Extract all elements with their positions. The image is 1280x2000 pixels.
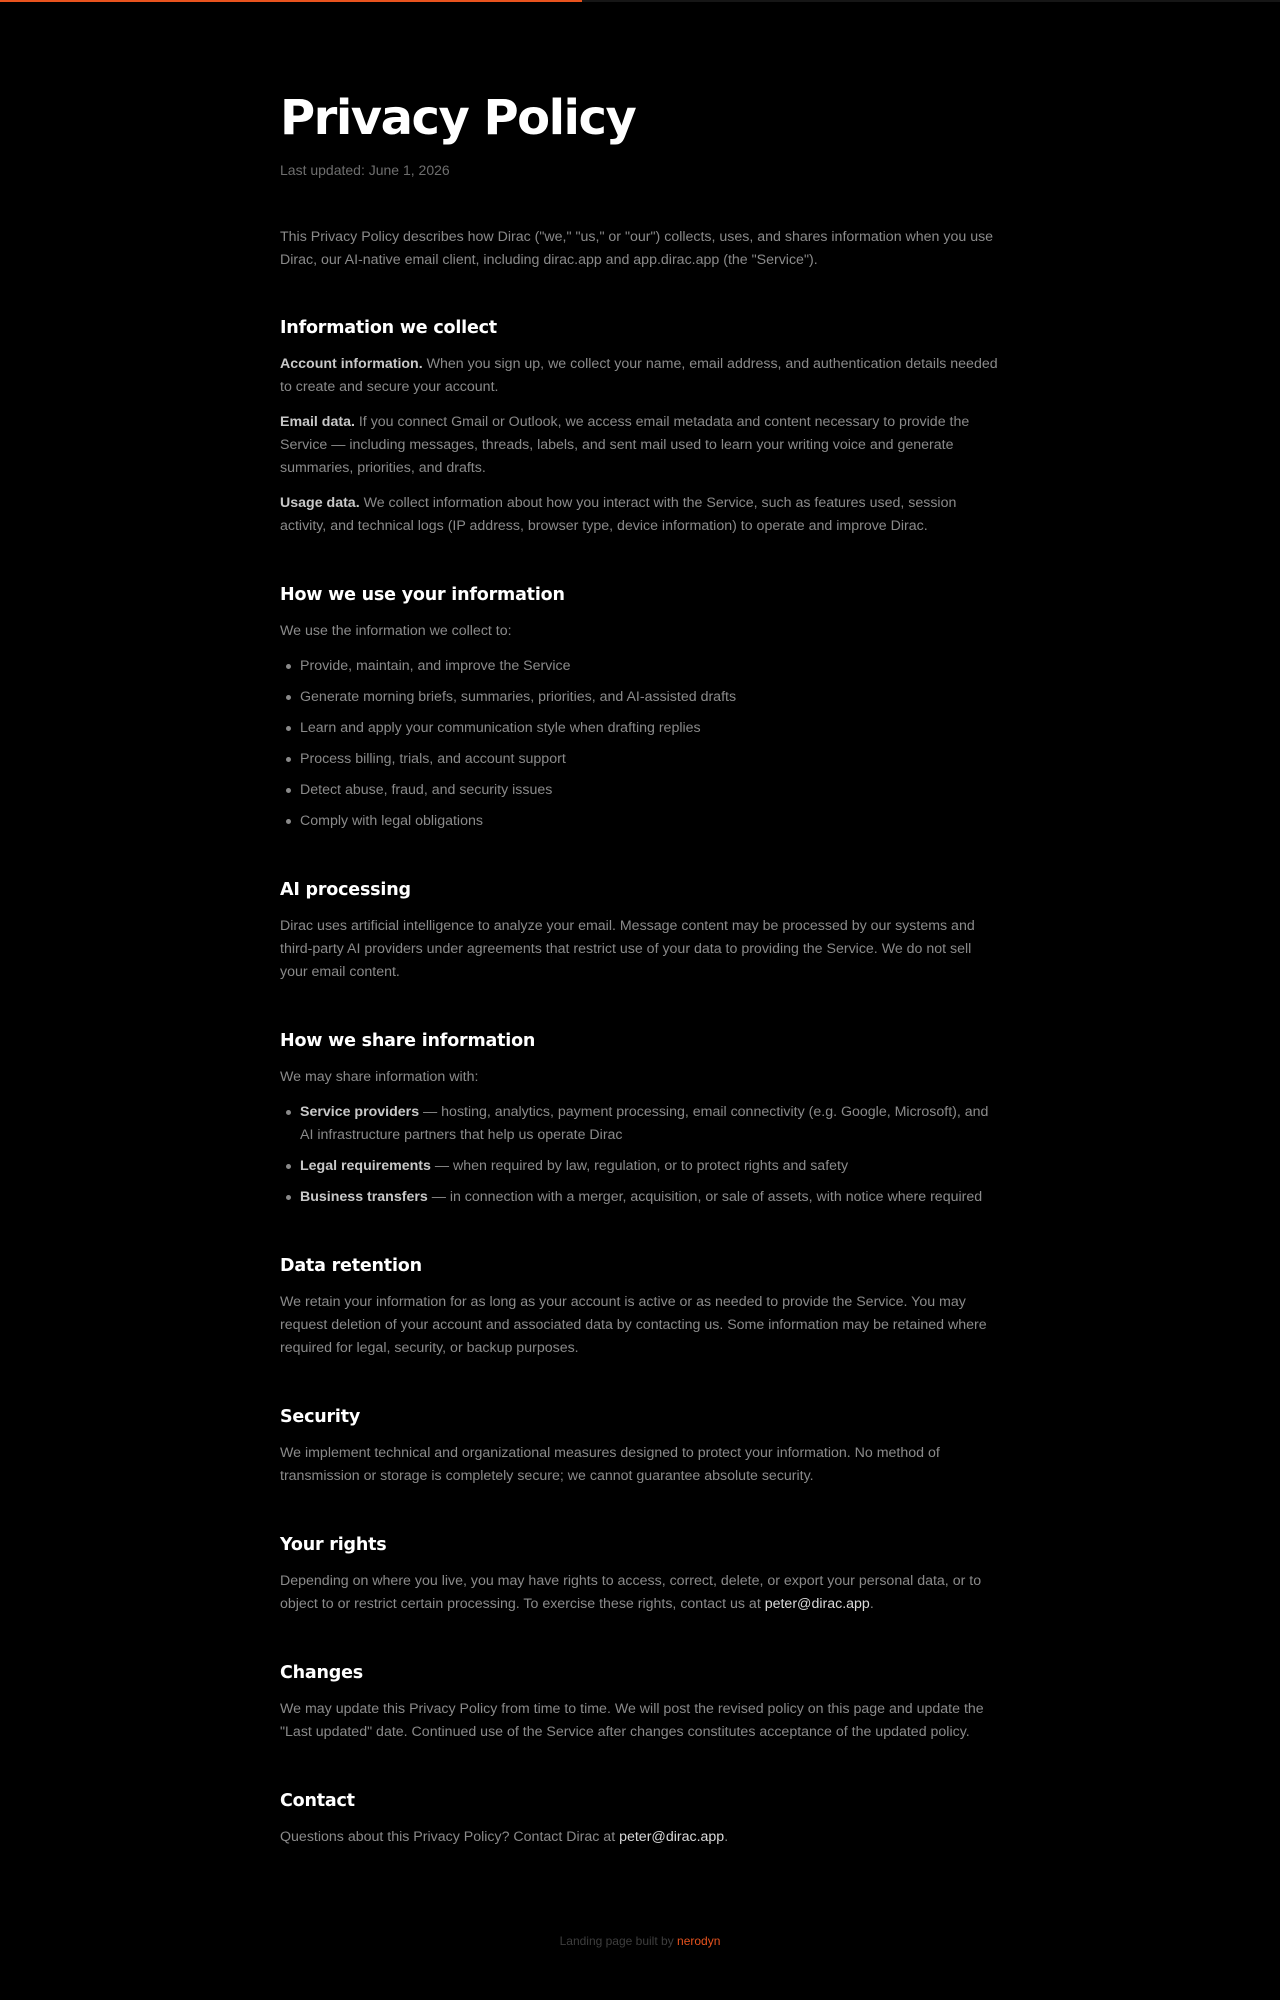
list-item <box>300 1186 1002 1209</box>
term-label: Usage data. <box>280 495 360 511</box>
section-changes <box>280 1661 1002 1744</box>
section-heading: Contact <box>280 1791 355 1811</box>
footer-credit-text: Landing page built by <box>559 1934 678 1948</box>
section-your-rights <box>280 1533 1002 1616</box>
term-label: Business transfers <box>300 1189 428 1205</box>
term-description: — in connection with a merger, acquisition, or sale of assets, with notice where required <box>427 1189 983 1205</box>
rights-email-link[interactable]: peter@dirac.app <box>764 1596 870 1612</box>
section-heading: Changes <box>280 1663 363 1683</box>
contact-text: Questions about this Privacy Policy? Contact Dirac at <box>280 1829 620 1845</box>
collect-account-paragraph <box>280 353 1002 399</box>
section-how-we-use <box>280 583 1002 833</box>
list-item: Process billing, trials, and account support <box>300 748 1002 771</box>
section-heading: Your rights <box>280 1535 387 1555</box>
term-label: Account information. <box>280 356 423 372</box>
collect-usage-paragraph <box>280 492 1002 538</box>
section-paragraph: We implement technical and organizational measures designed to protect your information. No method of transmission or storage is completely secure; we cannot guarantee absolute security. <box>280 1445 940 1484</box>
section-heading: AI processing <box>280 880 411 900</box>
term-label: Email data. <box>280 414 355 430</box>
term-label: Legal requirements <box>300 1158 431 1174</box>
section-heading: Data retention <box>280 1256 422 1276</box>
list-item: Detect abuse, fraud, and security issues <box>300 779 1002 802</box>
intro-paragraph: This Privacy Policy describes how Dirac ("we," "us," or "our") collects, uses, and shares information when you use Dirac, our AI-native email client, including dirac.app and app.dirac.app (the "Service"). <box>280 229 994 268</box>
collect-email-paragraph <box>280 411 1002 480</box>
footer <box>0 1932 1280 1950</box>
section-paragraph <box>280 1570 1002 1616</box>
use-list <box>280 655 1002 833</box>
contact-email-link[interactable]: peter@dirac.app <box>619 1829 725 1845</box>
term-description: If you connect Gmail or Outlook, we access email metadata and content necessary to provide the Service — including messages, threads, labels, and sent mail used to learn your writing voice and generate summaries, priorities, and drafts. <box>280 414 970 476</box>
period: . <box>869 1596 874 1612</box>
term-label: Service providers <box>300 1104 420 1120</box>
policy-body <box>280 226 1002 1849</box>
list-item: Comply with legal obligations <box>300 810 1002 833</box>
scroll-progress-bar <box>0 0 582 2</box>
list-item: Learn and apply your communication style when drafting replies <box>300 717 1002 740</box>
section-heading: Security <box>280 1407 361 1427</box>
use-lead: We use the information we collect to: <box>280 623 512 639</box>
share-lead: We may share information with: <box>280 1069 479 1085</box>
section-paragraph <box>280 1826 1002 1849</box>
section-heading: How we share information <box>280 1031 536 1051</box>
section-heading: Information we collect <box>280 318 497 338</box>
footer-credit-link[interactable]: nerodyn <box>677 1934 721 1948</box>
section-security <box>280 1405 1002 1488</box>
list-item: Provide, maintain, and improve the Service <box>300 655 1002 678</box>
section-paragraph: We may update this Privacy Policy from time to time. We will post the revised policy on this page and update the "Last updated" date. Continued use of the Service after changes constitutes acceptance of the updated policy. <box>280 1701 984 1740</box>
term-description: — when required by law, regulation, or to protect rights and safety <box>430 1158 849 1174</box>
rights-text: Depending on where you live, you may have rights to access, correct, delete, or export your personal data, or to object to or restrict certain processing. To exercise these rights, contact us at <box>280 1573 982 1612</box>
scroll-progress-track <box>0 0 1280 2</box>
list-item: Generate morning briefs, summaries, priorities, and AI-assisted drafts <box>300 686 1002 709</box>
list-item <box>300 1101 1002 1147</box>
section-how-we-share <box>280 1029 1002 1209</box>
period: . <box>724 1829 729 1845</box>
term-description: When you sign up, we collect your name, email address, and authentication details needed to create and secure your account. <box>280 356 998 395</box>
section-data-retention <box>280 1254 1002 1360</box>
section-contact <box>280 1789 1002 1849</box>
share-list <box>280 1101 1002 1209</box>
list-item <box>300 1155 1002 1178</box>
section-ai-processing <box>280 878 1002 984</box>
page-title: Privacy Policy <box>280 90 636 146</box>
section-paragraph: Dirac uses artificial intelligence to analyze your email. Message content may be processed by our systems and third-party AI providers under agreements that restrict use of your data to providing the Service. We do not sell your email content. <box>280 918 975 980</box>
section-heading: How we use your information <box>280 585 565 605</box>
section-paragraph: We retain your information for as long as your account is active or as needed to provide the Service. You may request deletion of your account and associated data by contacting us. Some information may be retained where required for legal, security, or backup purposes. <box>280 1294 987 1356</box>
section-information-we-collect <box>280 316 1002 538</box>
term-description: — hosting, analytics, payment processing, email connectivity (e.g. Google, Microsoft), and AI infrastructure partners that help us operate Dirac <box>300 1104 989 1143</box>
last-updated-date: Last updated: June 1, 2026 <box>280 162 450 178</box>
term-description: We collect information about how you interact with the Service, such as features used, session activity, and technical logs (IP address, browser type, device information) to operate and improve Dirac. <box>280 495 957 534</box>
